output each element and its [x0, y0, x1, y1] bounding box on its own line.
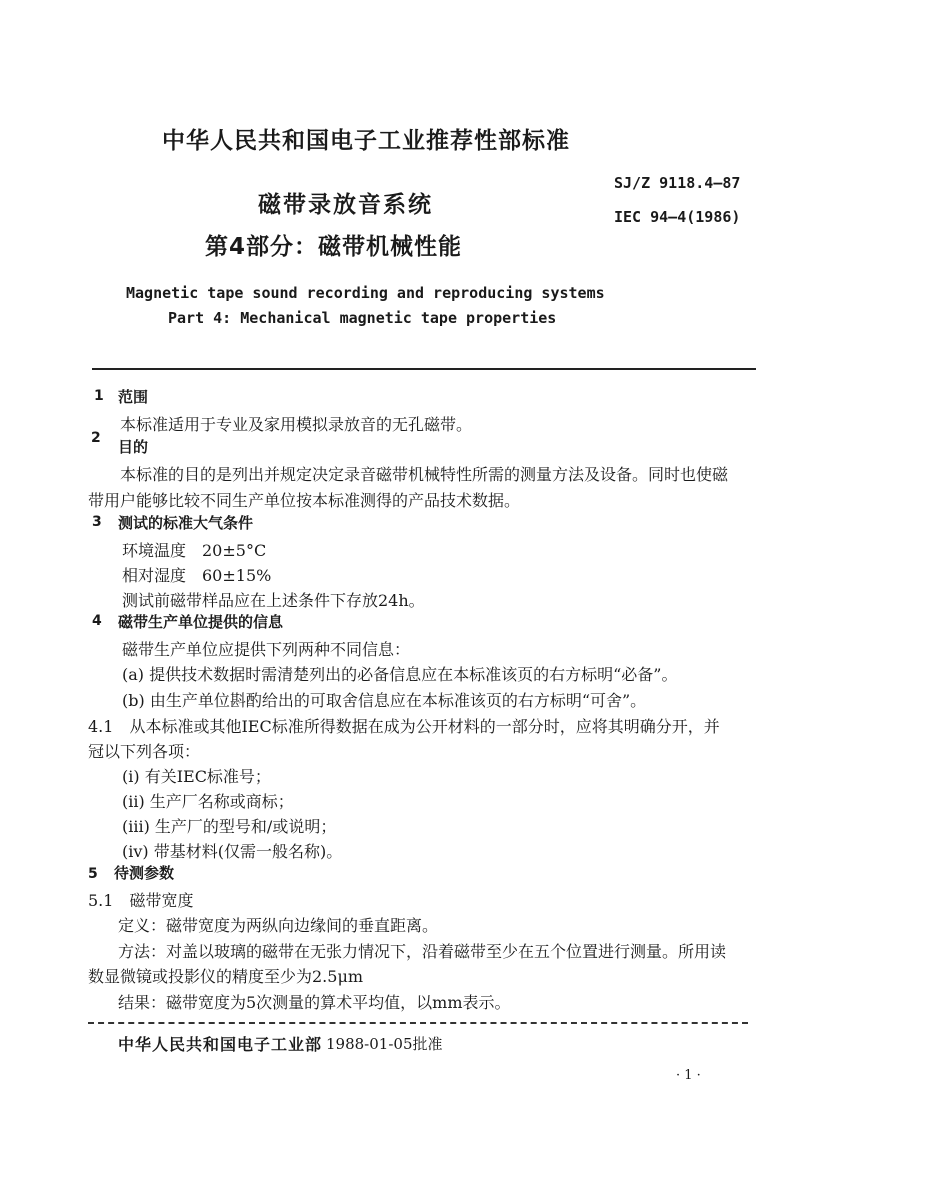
- list-item: (b) 由生产单位斟酌给出的可取舍信息应在本标准该页的右方标明“可舍”。: [122, 691, 647, 710]
- paragraph: 冠以下列各项：: [88, 742, 201, 761]
- paragraph: 测试前磁带样品应在上述条件下存放24h。: [122, 591, 425, 610]
- list-item: (iii) 生产厂的型号和/或说明；: [122, 817, 337, 836]
- paragraph: 相对湿度 60±15%: [122, 566, 272, 585]
- document-subtitle-en: Part 4: Mechanical magnetic tape properties: [168, 309, 557, 327]
- paragraph: 数显微镜或投影仪的精度至少为2.5μm: [88, 967, 364, 986]
- header-divider: [92, 368, 756, 370]
- paragraph: 结果：磁带宽度为5次测量的算术平均值，以mm表示。: [118, 993, 511, 1012]
- subsection-heading: 5.1 磁带宽度: [88, 891, 194, 910]
- paragraph: 带用户能够比较不同生产单位按本标准测得的产品技术数据。: [88, 491, 521, 510]
- footer-divider: [88, 1022, 748, 1024]
- page-number: · 1 ·: [676, 1068, 701, 1083]
- paragraph: 磁带生产单位应提供下列两种不同信息：: [122, 640, 411, 659]
- section-heading: 待测参数: [114, 864, 175, 882]
- standard-number: SJ/Z 9118.4—87: [614, 174, 741, 192]
- section-number: 1: [94, 388, 104, 404]
- section-number: 2: [91, 430, 101, 446]
- document-title-en: Magnetic tape sound recording and reproducing systems: [126, 284, 605, 302]
- paragraph: 本标准的目的是列出并规定决定录音磁带机械特性所需的测量方法及设备。同时也使磁: [120, 465, 729, 484]
- footer-ministry: 中华人民共和国电子工业部: [118, 1035, 323, 1054]
- ministry-standard-title: 中华人民共和国电子工业推荐性部标准: [162, 128, 570, 154]
- section-number: 3: [92, 514, 102, 530]
- paragraph: 环境温度 20±5°C: [122, 541, 267, 560]
- paragraph: 本标准适用于专业及家用模拟录放音的无孔磁带。: [120, 415, 473, 434]
- list-item: (iv) 带基材料(仅需一般名称)。: [122, 842, 343, 861]
- list-item: (ii) 生产厂名称或商标；: [122, 792, 294, 811]
- section-number: 5: [88, 866, 98, 882]
- paragraph: 4.1 从本标准或其他IEC标准所得数据在成为公开材料的一部分时，应将其明确分开，并: [88, 717, 720, 736]
- section-heading: 目的: [118, 438, 149, 456]
- paragraph: 方法：对盖以玻璃的磁带在无张力情况下，沿着磁带至少在五个位置进行测量。所用读: [118, 942, 727, 961]
- section-heading: 磁带生产单位提供的信息: [118, 613, 284, 631]
- section-number: 4: [92, 613, 102, 629]
- section-heading: 范围: [118, 388, 149, 406]
- paragraph: 定义：磁带宽度为两纵向边缘间的垂直距离。: [118, 916, 439, 935]
- approval-date: 1988-01-05批准: [326, 1035, 443, 1053]
- document-subtitle-cn: 第4部分：磁带机械性能: [205, 234, 463, 260]
- list-item: (i) 有关IEC标准号；: [122, 767, 271, 786]
- section-heading: 测试的标准大气条件: [118, 514, 254, 532]
- iec-number: IEC 94—4(1986): [614, 208, 741, 226]
- list-item: (a) 提供技术数据时需清楚列出的必备信息应在本标准该页的右方标明“必备”。: [122, 665, 678, 684]
- document-title-cn: 磁带录放音系统: [258, 192, 433, 218]
